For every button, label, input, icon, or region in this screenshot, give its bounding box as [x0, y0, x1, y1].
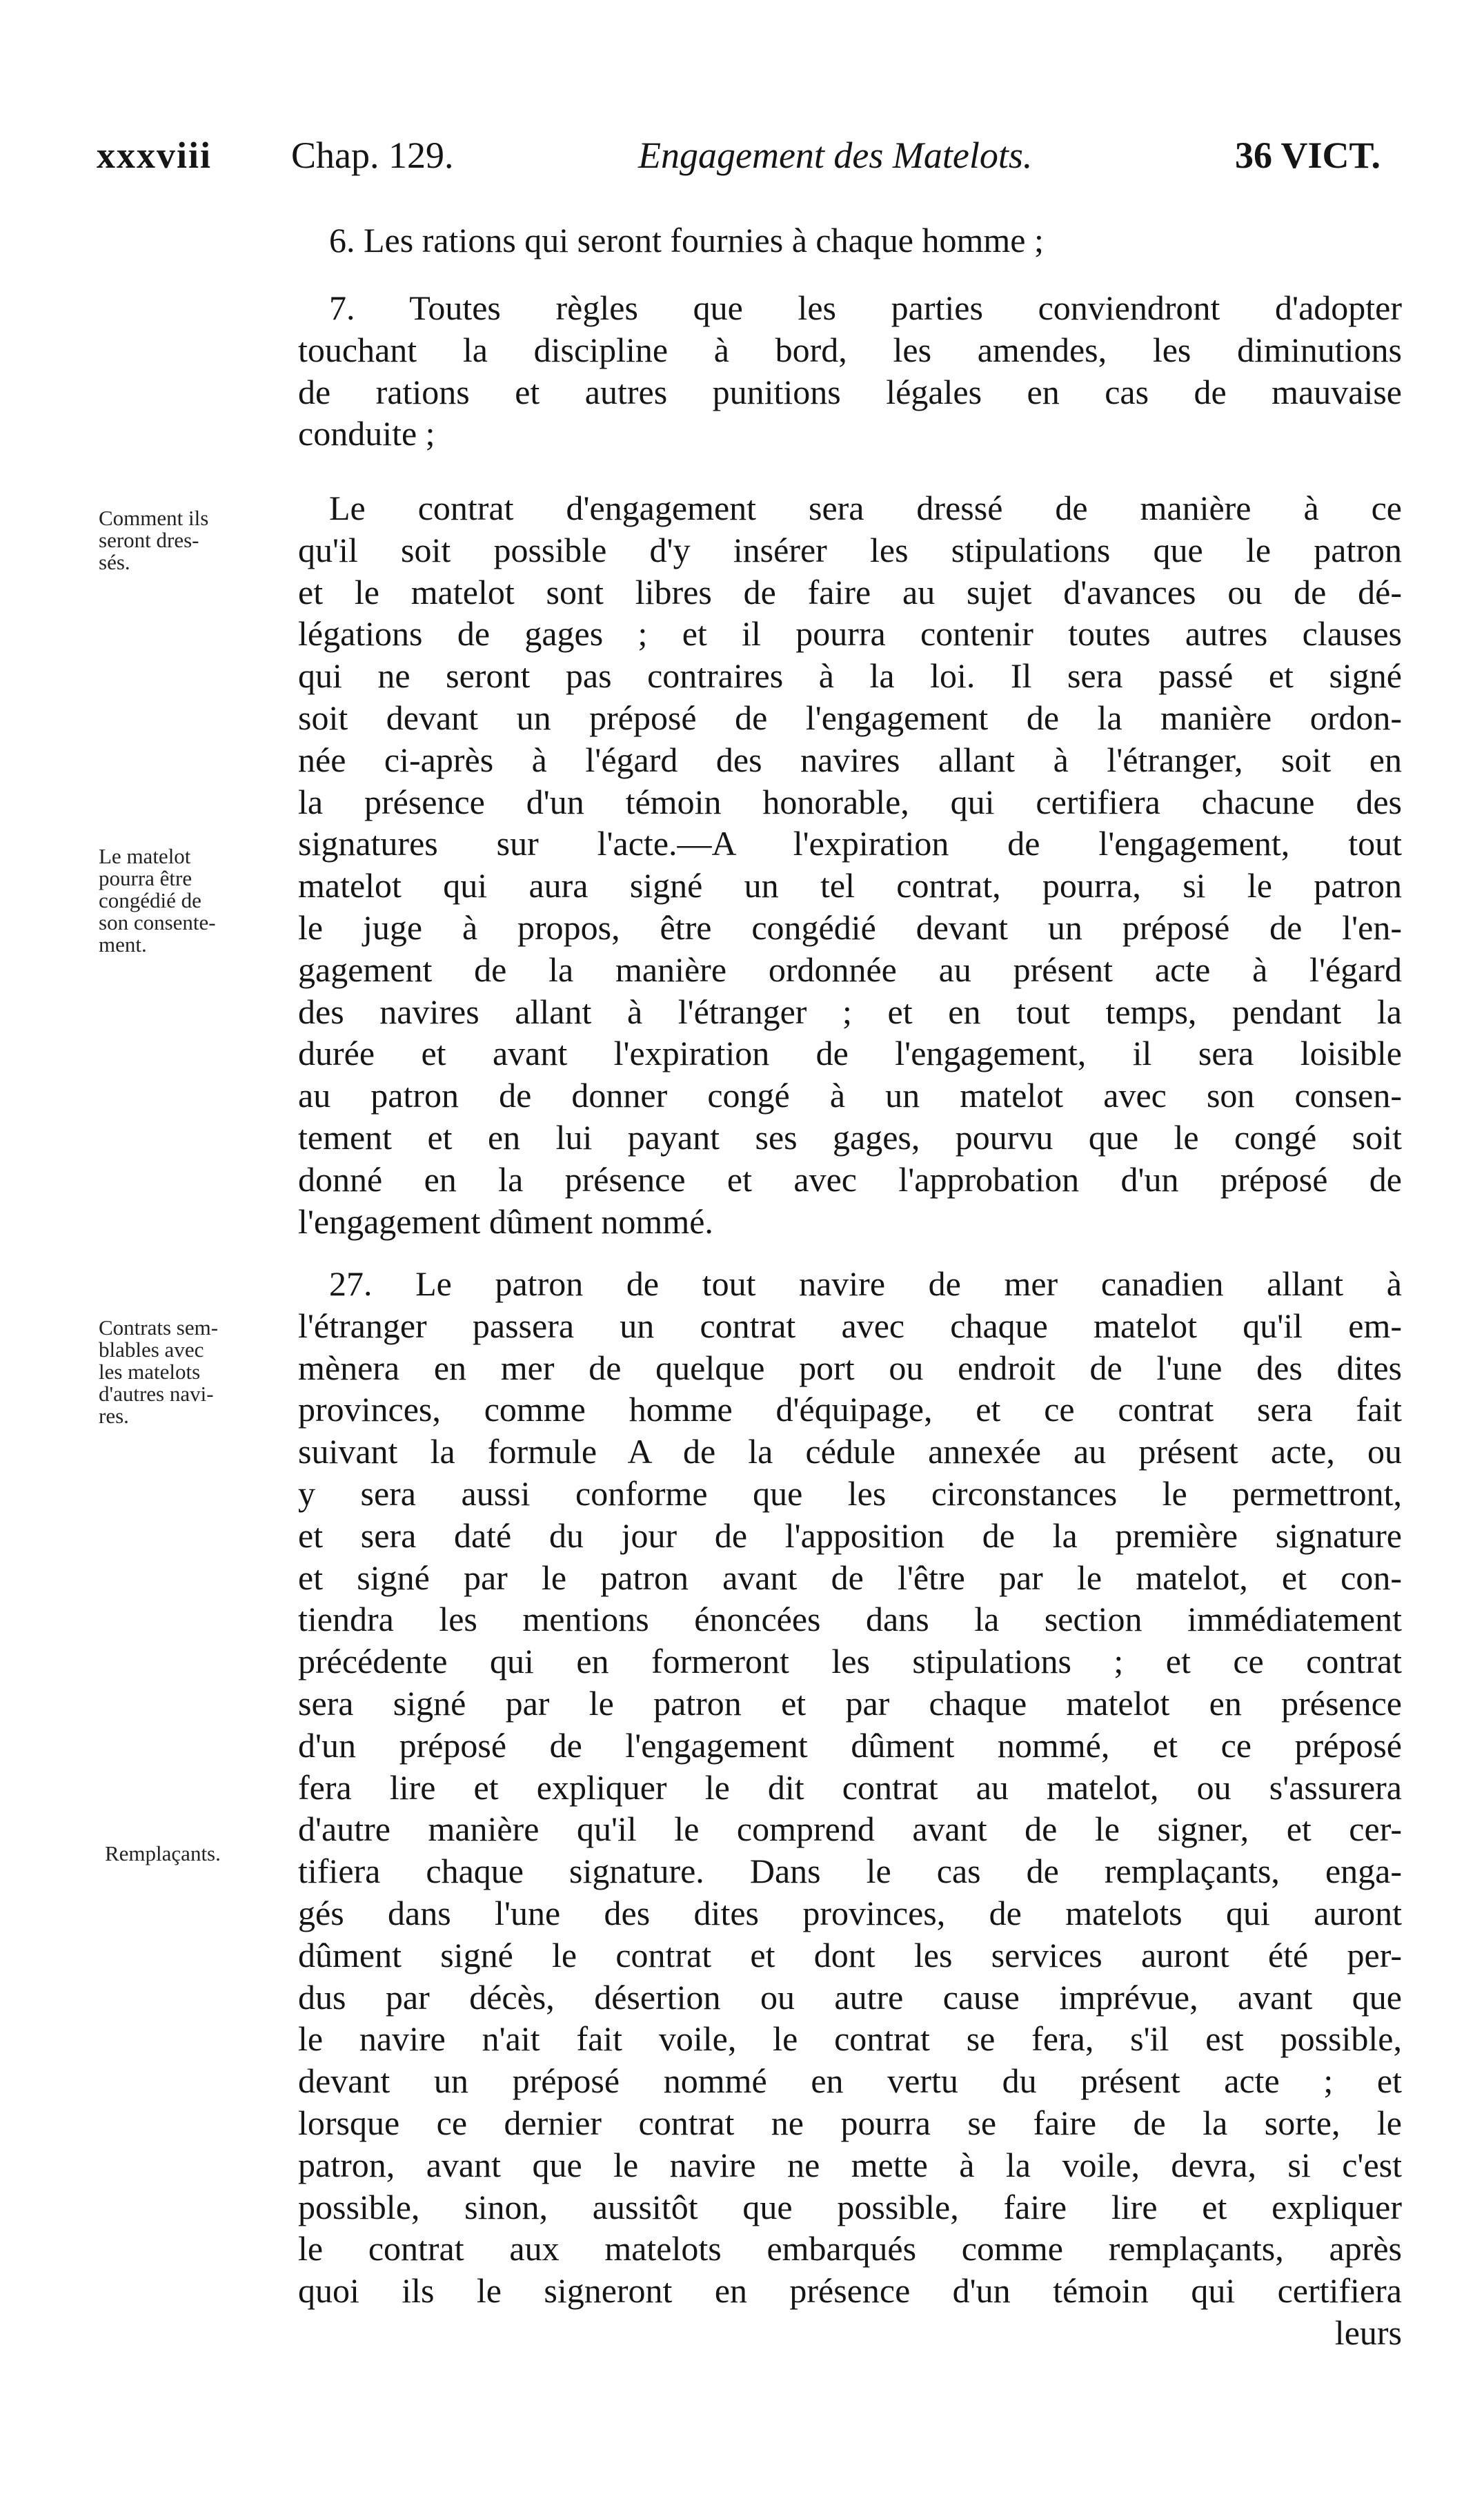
section-line: lorsque ce dernier contrat ne pourra se faire de la sorte, le — [298, 2103, 1402, 2142]
section-line: dûment signé le contrat et dont les services auront été per- — [298, 1935, 1402, 1974]
paragraph-line: tement et en lui payant ses gages, pourvu que le congé soit — [298, 1117, 1402, 1157]
margin-note-line: son consente- — [99, 910, 216, 934]
section-line: gés dans l'une des dites provinces, de matelots qui auront — [298, 1893, 1402, 1932]
section-line: d'un préposé de l'engagement dûment nommé, et ce préposé — [298, 1725, 1402, 1765]
paragraph-line: le juge à propos, être congédié devant un préposé de l'en- — [298, 908, 1402, 947]
margin-note-line: Contrats sem- — [99, 1315, 219, 1340]
paragraph-line: donné en la présence et avec l'approbation d'un préposé de — [298, 1159, 1402, 1199]
section-line: y sera aussi conforme que les circonstances le permettront, — [298, 1473, 1402, 1513]
section-line: l'étranger passera un contrat avec chaque matelot qu'il em- — [298, 1306, 1402, 1345]
section-line: d'autre manière qu'il le comprend avant de le signer, et cer- — [298, 1810, 1402, 1849]
paragraph-line: née ci-après à l'égard des navires allant à l'étranger, soit en — [298, 740, 1402, 779]
page-number: xxxviii — [97, 135, 212, 176]
margin-note-remplacants — [105, 1843, 305, 1865]
section-line: quoi ils le signeront en présence d'un témoin qui certifiera — [298, 2271, 1402, 2311]
paragraph-line: la présence d'un témoin honorable, qui certifiera chacune des — [298, 782, 1402, 821]
section-line: le navire n'ait fait voile, le contrat se fera, s'il est possible, — [298, 2019, 1402, 2059]
paragraph-contract — [298, 487, 1402, 1242]
margin-note-line: sés. — [99, 550, 130, 574]
margin-note-line: congédié de — [99, 888, 201, 912]
paragraph-line: et le matelot sont libres de faire au sujet d'avances ou de dé- — [298, 572, 1402, 611]
paragraph-line: signatures sur l'acte.—A l'expiration de l'engagement, tout — [298, 824, 1402, 863]
margin-note-line: ment. — [99, 932, 147, 957]
margin-note-line: pourra être — [99, 866, 192, 890]
section-27 — [298, 1263, 1402, 2354]
section-line: précédente qui en formeront les stipulations ; et ce contrat — [298, 1642, 1402, 1681]
margin-note-line: Le matelot — [99, 844, 191, 868]
section-line: mènera en mer de quelque port ou endroit de l'une des dites — [298, 1348, 1402, 1387]
section-line: tifiera chaque signature. Dans le cas de remplaçants, enga- — [298, 1852, 1402, 1891]
paragraph-line: au patron de donner congé à un matelot avec son consen- — [298, 1076, 1402, 1115]
paragraph-line: gagement de la manière ordonnée au présent acte à l'égard — [298, 950, 1402, 989]
paragraph-line: l'engagement dûment nommé. — [298, 1202, 713, 1241]
section-line: 27. Le patron de tout navire de mer canadien allant à — [329, 1264, 1402, 1303]
item-6 — [298, 219, 1402, 262]
margin-note-line: blables avec — [99, 1337, 204, 1362]
paragraph-line: des navires allant à l'étranger ; et en tout temps, pendant la — [298, 992, 1402, 1031]
section-line: patron, avant que le navire ne mette à la voile, devra, si c'est — [298, 2145, 1402, 2184]
section-line: fera lire et expliquer le dit contrat au matelot, ou s'assurera — [298, 1767, 1402, 1807]
margin-note-line: les matelots — [99, 1360, 201, 1384]
margin-note-comment-dresses — [99, 507, 299, 574]
margin-note-line: d'autres navi- — [99, 1382, 214, 1406]
margin-note-line: Comment ils — [99, 506, 209, 530]
section-line: possible, sinon, aussitôt que possible, faire lire et expliquer — [298, 2187, 1402, 2226]
section-line: tiendra les mentions énoncées dans la section immédiatement — [298, 1600, 1402, 1639]
item-7 — [298, 287, 1402, 455]
section-line: devant un préposé nommé en vertu du présent acte ; et — [298, 2061, 1402, 2101]
section-line: provinces, comme homme d'équipage, et ce contrat sera fait — [298, 1390, 1402, 1429]
item-7-line: conduite ; — [298, 414, 435, 453]
margin-note-matelot-conge — [99, 845, 299, 956]
paragraph-line: légations de gages ; et il pourra contenir toutes autres clauses — [298, 614, 1402, 654]
margin-note-line: Remplaçants. — [105, 1841, 221, 1865]
running-title: Engagement des Matelots. — [638, 135, 1033, 176]
paragraph-line: qui ne seront pas contraires à la loi. Il sera passé et signé — [298, 656, 1402, 696]
margin-note-contrats-semblables — [99, 1317, 299, 1427]
paragraph-line: durée et avant l'expiration de l'engagement, il sera loisible — [298, 1034, 1402, 1073]
paragraph-line: Le contrat d'engagement sera dressé de manière à ce — [329, 489, 1402, 527]
paragraph-line: soit devant un préposé de l'engagement de la manière ordon- — [298, 698, 1402, 737]
item-7-line: 7. Toutes règles que les parties conviendront d'adopter — [329, 288, 1402, 327]
item-7-line: touchant la discipline à bord, les amendes, les diminutions — [298, 330, 1402, 369]
paragraph-line: qu'il soit possible d'y insérer les stipulations que le patron — [298, 530, 1402, 569]
item-7-line: de rations et autres punitions légales en cas de mauvaise — [298, 372, 1402, 411]
chapter-label: Chap. 129. — [291, 135, 454, 176]
item-6-line: 6. Les rations qui seront fournies à chaque homme ; — [329, 221, 1044, 259]
paragraph-line: matelot qui aura signé un tel contrat, pourra, si le patron — [298, 866, 1402, 905]
section-line: le contrat aux matelots embarqués comme remplaçants, après — [298, 2229, 1402, 2268]
section-line: et sera daté du jour de l'apposition de la première signature — [298, 1516, 1402, 1555]
catchword: leurs — [1334, 2313, 1402, 2352]
margin-note-line: res. — [99, 1404, 129, 1428]
regnal-year: 36 VICT. — [1235, 135, 1381, 176]
section-line: dus par décès, désertion ou autre cause imprévue, avant que — [298, 1977, 1402, 2017]
margin-note-line: seront dres- — [99, 528, 199, 552]
section-line: et signé par le patron avant de l'être par le matelot, et con- — [298, 1558, 1402, 1597]
section-line: sera signé par le patron et par chaque matelot en présence — [298, 1683, 1402, 1723]
section-line: suivant la formule A de la cédule annexée au présent acte, ou — [298, 1432, 1402, 1471]
